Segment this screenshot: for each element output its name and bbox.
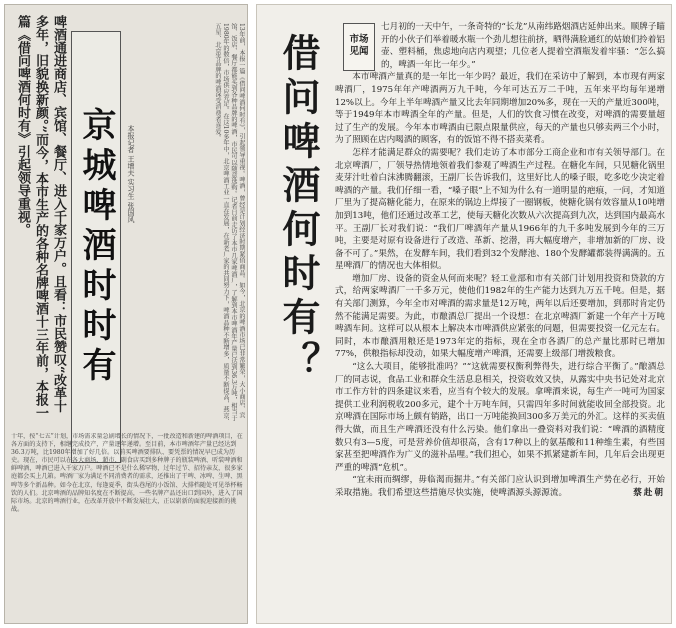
article-paragraph: 增加厂房、设备的资金从何而来呢？轻工业部和市有关部门计划用投资和贷款的方式，给两家啤酒厂一千多万元，使他们1982年的生产能力达到九万五千吨。但是，据有关部门测算，今年全市对啤酒的需求量是12万吨，两年以后还要增加，到那时肯定仍然不能满足需要。为此，市酿酒总厂提出一个设想：在北京啤酒厂新建一个年产十万吨啤酒车间。这样可以从根本上解决本市啤酒供应紧张的问题，但需要投资一亿元左右。同时，本市酿酒用粮还是1973年定的指标，现在全市各酒厂的总产量比那时已增加77%，供粮指标却没动，如果大幅度增产啤酒，还需要上级部门增拨粮食。 <box>335 273 665 360</box>
right-headline: 借问啤酒何时有？ <box>276 33 321 385</box>
column-tag-line: 见闻 <box>349 46 369 57</box>
article-paragraph: 七月初的一天中午，一条奇特的“长龙”从南纬路烟酒店延伸出来。顺牌子瞄开的小伙子们举着暖水瓶一个劲儿想往前挤，晒得满脸通红的姑娘们拎着铝壶、塑料桶，焦虑地向店内观望；几位老人提着空酒瓶发着牢骚：“怎么搞的，啤酒一年比一年少。” <box>381 22 665 70</box>
left-headline-frame <box>71 31 121 463</box>
article-paragraph <box>335 474 665 499</box>
article-paragraph: 怎样才能满足群众的需要呢？我们走访了本市部分工商企业和市有关领导部门。在北京啤酒厂，厂领导热情地领着我们参观了啤酒生产过程。在糖化车间，只见糖化锅里麦芽汁吐着白沫沸腾翻滚，王副厂长告诉我们，这里好比人的嗓子眼，吃多吃少决定着啤酒的产量。我们仔细一看，“嗓子眼”上不知为什么有一道明显的疤痕，一问，才知道厂里为了提高糖化能力，在原来的锅边上焊接了一圈钢板，使糖化锅有效容量从10吨增加到13吨，他们还通过改革工艺，使每天糖化次数从六次提高到九次，达到国内最高水平。王副厂长对我们说：“我们厂啤酒年产量从1966年的九千多吨发展到今年的三万吨，主要是对原有设备进行了改造、革新、挖潜，再大幅度增产，非增加新的厂房、设备不可了。”果然，在发酵车间，我们看到32个发酵池、180个发酵罐都装得满满的。五星啤酒厂的情况也大体相似。 <box>335 147 665 272</box>
article-paragraph-last: “宜未雨而绸缪，毋临渴而掘井。”有关部门应认识到增加啤酒生产势在必行，开始采取措施。我们希望这些措施尽快实施，使啤酒源头源源流。 <box>335 475 665 498</box>
article-author: 蔡赴朝 <box>633 487 665 498</box>
column-tag-line: 市场 <box>349 34 369 45</box>
article-paragraph: 本市啤酒产量真的是一年比一年少吗？最近，我们在采访中了解到，本市现有两家啤酒厂，1975年年产啤酒两万九千吨，今年可达五万二千吨，五年来平均每年递增12%以上。今年上半年啤酒产量又比去年同期增加20%多，现在一天的产量近300吨，等于1949年本市啤酒全年的产量。但是，人们的饮食习惯在改变，对啤酒的需要量超过了生产的发展。今年本市啤酒由已限点限量供应，每天的产量也只够卖两三个小时，为了照顾在店内喝酒的顾客，有的饭馆不得不搭卖菜肴。 <box>335 72 665 146</box>
left-headline: 京城啤酒时时有 <box>76 107 116 387</box>
right-article-body <box>335 21 665 619</box>
left-article-upper-text: 13年前，本报一篇《借问啤酒何时有》，引起领导重视。啤酒，曾经是计划经济时期紧俏商品。如今，北京的啤酒市场已非常繁荣，大小商店、宾馆、饭店、餐厅都能买到各种品牌的啤酒，市民可以随意选购。记者日前走访了本市几家啤酒厂，了解到本市啤酒年产量已达到36.3万吨，相当于1980年的数倍，市场供应充足。在这10多年中，北京啤酒工业一直在发展，在新老厂家的共同努力下，啤酒品种不断增多，质量不断提高，燕京、五星、北京等品牌的啤酒深受消费者喜爱。 <box>214 23 245 425</box>
left-newspaper-clipping <box>4 4 248 624</box>
article-paragraph: “这么大项目，能够批准吗？”“这就需要权衡利弊得失，进行综合平衡了。”酿酒总厂的同志说，食品工业和群众生活息息相关，投资收效又快，从露实中央书记处对北京市工作方针的四条建议来看，应当有个较大的发展。拿啤酒来说，每生产一吨可为国家提供工业利润税收200多元，建个十万吨车间，只需四年多时间就能收回全部投资。北京啤酒在国际市场上颇有销路，出口一万吨能换回300多万美元的外汇。这样的买卖值得大做，而且生产啤酒还没有什么污染。他们拿出一叠资料对我们说：“啤酒的酒精度数只有3—5度，可是营养价值却很高，含有17种以上的氨基酸和11种维生素，有些国家甚至把啤酒作为广义的滋补品哩。”我们担心，如果不抓紧建新车间，几年后会出现更严重的啤酒“危机”。 <box>335 362 665 473</box>
left-subtitle: 啤酒通进商店、宾馆、餐厅、进入千家万户。且看：市民赞叹“改革十多年，旧貌换新颜。”而今，本市生产的各种名牌啤酒十三年前，本报一篇《借问啤酒何时有》引起领导重视。 <box>15 15 66 419</box>
left-article-lower-text: 十年，按“七五”计划，市场需求量急剧增长的情况下，一批改造和新建的啤酒项目，在各方面的支持下，相继完成投产，产量逐年递增。至目前，本市啤酒年产量已经达到36.3万吨，比1980年增加了好几倍。以前买啤酒要排队、要凭票的情况早已成为历史。现在，市民可以在各大商场、超市、副食店买到多种牌子的瓶装啤酒、听装啤酒和鲜啤酒，啤酒已进入千家万户。啤酒已不是什么稀罕物，过年过节、招待亲友，很多家庭都会买上几箱。啤酒厂家为满足不同消费者的需求，还推出了干啤、冰啤、生啤、黑啤等多个新品种。如今在北京，每逢夏季，街头巷尾的小饭馆、大排档随处可见举杯畅饮的人们。北京啤酒的品牌知名度在不断提高，一些名牌产品还出口到国外，进入了国际市场。北京的啤酒行业，在改革开放中不断发展壮大，正以崭新的面貌迎接新的挑战。 <box>11 433 243 513</box>
column-tag <box>343 23 375 71</box>
left-article-byline: 本报记者 王增夫 实习生 张国风 <box>127 125 135 223</box>
right-newspaper-clipping <box>256 4 672 624</box>
